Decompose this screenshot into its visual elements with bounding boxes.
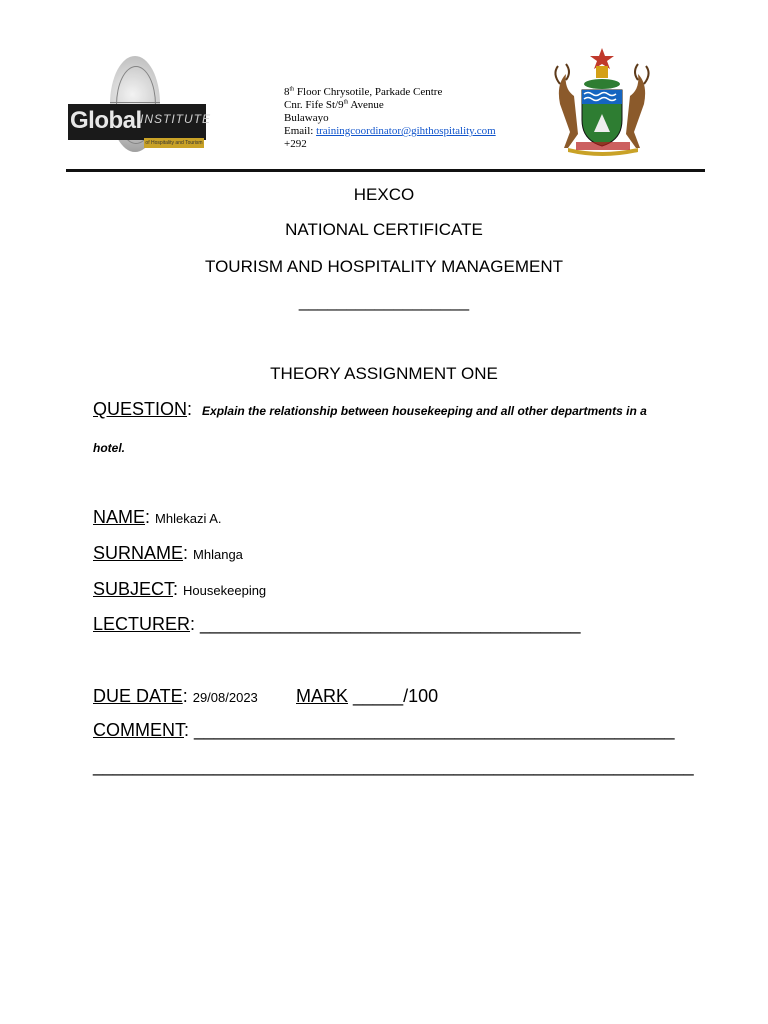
address-line-email: Email: trainingcoordinator@gihthospitality.com — [284, 125, 496, 137]
comment-label: COMMENT — [93, 720, 184, 740]
name-row — [93, 507, 222, 528]
address-line-floor: 8th Floor Chrysotile, Parkade Centre — [284, 86, 443, 98]
comment-blank: ________________________________________________ — [194, 720, 675, 740]
lecturer-label: LECTURER — [93, 614, 191, 634]
address-line-phone: +292 — [284, 138, 307, 150]
question-row — [93, 399, 647, 420]
question-text: Explain the relationship between housekeeping and all other departments in a — [202, 404, 647, 418]
title-national-certificate: NATIONAL CERTIFICATE — [285, 220, 483, 239]
question-colon: : — [187, 399, 193, 419]
name-label: NAME — [93, 507, 146, 527]
address-block — [284, 86, 496, 151]
title-hexco: HEXCO — [353, 185, 415, 204]
title-program: TOURISM AND HOSPITALITY MANAGEMENT — [205, 257, 563, 276]
logo-text-institute: INSTITUTE — [140, 112, 211, 126]
question-label: QUESTION — [93, 399, 188, 419]
subject-value: Housekeeping — [183, 583, 267, 598]
title-underline: __________________ — [298, 292, 470, 311]
email-link[interactable]: trainingcoordinator@gihthospitality.com — [316, 125, 496, 137]
question-continuation — [93, 436, 125, 457]
mark-row — [296, 686, 438, 707]
subject-label: SUBJECT — [93, 579, 174, 599]
surname-colon: : — [183, 543, 189, 563]
coat-of-arms-icon — [546, 44, 682, 160]
subject-row — [93, 579, 266, 600]
institute-logo — [62, 52, 210, 160]
name-value: Mhlekazi A. — [155, 511, 222, 526]
lecturer-colon: : — [190, 614, 196, 634]
surname-value: Mhlanga — [193, 547, 243, 562]
due-date-colon: : — [182, 686, 188, 706]
comment-row — [93, 720, 675, 741]
subject-colon: : — [173, 579, 179, 599]
header-divider — [66, 169, 705, 172]
question-text-line2: hotel. — [93, 441, 125, 455]
address-line-city: Bulawayo — [284, 112, 329, 124]
lecturer-row — [93, 614, 580, 635]
logo-subtext: of Hospitality and Tourism — [145, 140, 203, 146]
surname-row — [93, 543, 243, 564]
due-date-label: DUE DATE — [93, 686, 183, 706]
comment-line-2: ____________________________________________________________ — [93, 756, 694, 776]
mark-blank: _____/100 — [353, 686, 439, 706]
surname-label: SURNAME — [93, 543, 184, 563]
logo-text-global: Global — [70, 107, 142, 134]
assignment-title: THEORY ASSIGNMENT ONE — [270, 364, 498, 383]
lecturer-blank: ______________________________________ — [200, 614, 581, 634]
mark-label: MARK — [296, 686, 349, 706]
comment-colon: : — [184, 720, 190, 740]
due-date-row — [93, 686, 258, 707]
name-colon: : — [145, 507, 151, 527]
address-line-street: Cnr. Fife St/9th Avenue — [284, 99, 384, 111]
due-date-value: 29/08/2023 — [192, 690, 258, 705]
